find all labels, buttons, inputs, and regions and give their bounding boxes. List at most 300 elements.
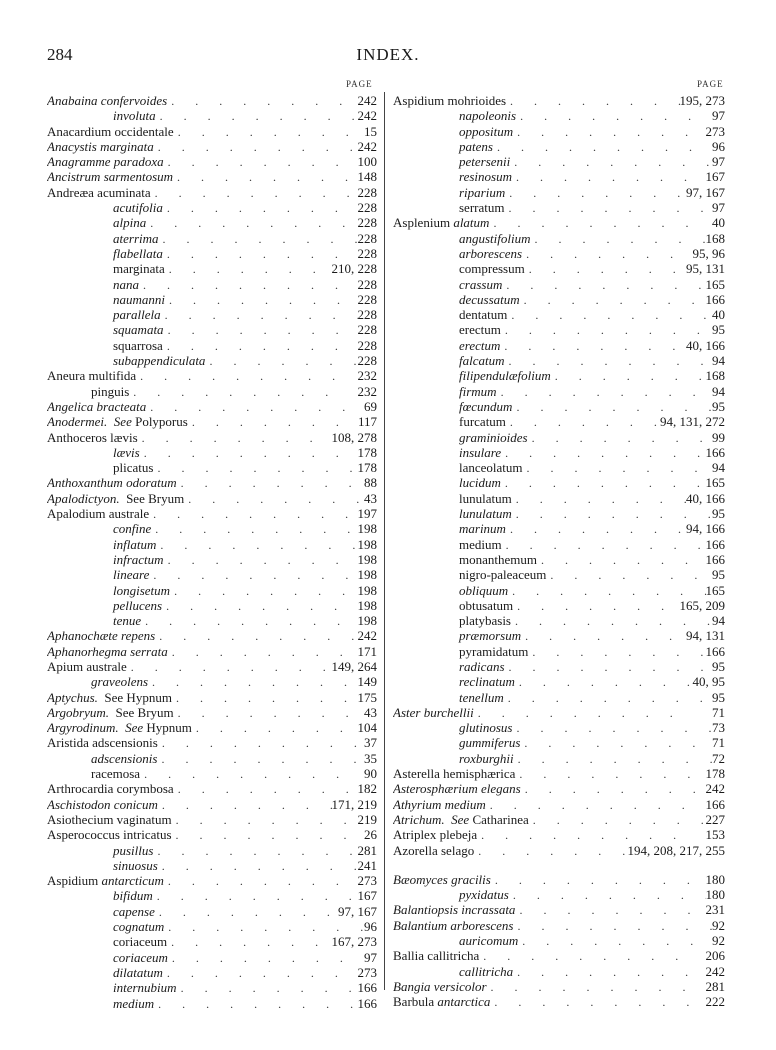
dot-leader — [127, 660, 332, 674]
dot-leader — [512, 507, 712, 521]
dot-leader — [474, 844, 627, 858]
index-entry — [393, 902, 725, 917]
entry-name-part: Balantium arborescens — [393, 917, 514, 933]
entry-name-part: cognatum — [113, 919, 165, 935]
dot-leader — [511, 614, 712, 628]
entry-name-part: Balantiopsis incrassata — [393, 902, 516, 918]
dot-leader — [515, 767, 705, 781]
entry-pages: 228 — [357, 184, 377, 200]
entry-pages: 198 — [357, 536, 377, 552]
entry-name — [459, 154, 510, 169]
entry-name — [393, 93, 506, 108]
index-entry — [47, 613, 377, 628]
entry-name — [459, 598, 513, 613]
entry-pages: 94, 131 — [686, 628, 725, 644]
entry-name-part: Anodermei. — [47, 414, 108, 430]
entry-pages: 94, 131, 272 — [660, 414, 725, 430]
entry-name — [113, 598, 162, 613]
entry-name-part: lineare — [113, 567, 150, 583]
entry-pages: 94 — [712, 383, 725, 399]
index-entry — [393, 690, 725, 705]
entry-name-part: See — [113, 414, 132, 430]
entry-name — [47, 827, 172, 842]
entry-pages: 241 — [357, 857, 377, 873]
entry-name — [459, 322, 501, 337]
index-entry — [47, 124, 377, 139]
entry-pages: 97 — [712, 200, 725, 216]
entry-pages: 228 — [357, 200, 377, 216]
index-entry — [393, 781, 725, 796]
index-entry — [47, 185, 377, 200]
entry-pages: 97, 167 — [338, 903, 377, 919]
entry-name-part: obliquum — [459, 582, 509, 598]
entry-name — [393, 843, 474, 858]
entry-name-part: Atriplex plebeja — [393, 827, 478, 843]
entry-name — [91, 766, 140, 781]
dot-leader — [529, 813, 706, 827]
index-entry — [393, 797, 725, 812]
entry-pages: 71 — [712, 735, 725, 751]
entry-name — [113, 965, 163, 980]
index-entry — [47, 322, 377, 337]
entry-name-part: pyxidatus — [459, 887, 509, 903]
entry-name — [113, 246, 163, 261]
entry-name-part: glutinosus — [459, 720, 513, 736]
entry-name-part: resinosum — [459, 169, 512, 185]
dot-leader — [163, 247, 358, 261]
dot-leader — [177, 476, 364, 490]
entry-pages: 273 — [357, 873, 377, 889]
entry-name-part: bifidum — [113, 888, 153, 904]
entry-pages: 242 — [705, 781, 725, 797]
entry-name-part: See Bryum — [119, 490, 185, 506]
index-entry — [47, 460, 377, 475]
entry-pages: 167 — [705, 169, 725, 185]
dot-leader — [158, 736, 364, 750]
entry-pages: 37 — [364, 735, 377, 751]
dot-leader — [506, 415, 660, 429]
index-entry — [47, 414, 377, 429]
entry-name — [113, 445, 140, 460]
index-entry — [47, 858, 377, 873]
entry-name-part: angustifolium — [459, 230, 531, 246]
entry-name — [47, 491, 184, 506]
entry-name-part: sinuosus — [113, 857, 158, 873]
dot-leader — [546, 568, 712, 582]
entry-pages: 73 — [712, 720, 725, 736]
entry-name-part: radicans — [459, 658, 505, 674]
dot-leader — [528, 645, 705, 659]
entry-name-part: medium — [113, 995, 155, 1011]
index-entry — [393, 628, 725, 643]
entry-name-part: Anabaina confervoides — [47, 93, 168, 108]
index-entry — [47, 690, 377, 705]
index-entry — [47, 888, 377, 903]
index-entry — [47, 169, 377, 184]
entry-name — [459, 659, 505, 674]
index-entry — [393, 154, 725, 169]
entry-name-part: Arthrocardia corymbosa — [47, 781, 174, 797]
entry-name — [459, 567, 546, 582]
entry-name — [459, 445, 501, 460]
entry-name-part: reclinatum — [459, 674, 515, 690]
entry-pages: 171 — [357, 643, 377, 659]
entry-name — [459, 628, 521, 643]
dot-leader — [513, 965, 705, 979]
index-entry — [393, 200, 725, 215]
dot-leader — [170, 584, 357, 598]
entry-name — [459, 185, 505, 200]
dot-leader — [520, 736, 712, 750]
index-entry — [47, 491, 377, 506]
dot-leader — [490, 995, 705, 1009]
entry-name — [113, 888, 153, 903]
entry-pages: 95 — [712, 658, 725, 674]
entry-pages: 97, 167 — [686, 184, 725, 200]
entry-name-part: tenellum — [459, 689, 504, 705]
index-entry — [393, 277, 725, 292]
entry-name-part: dentatum — [459, 307, 508, 323]
dot-leader — [139, 278, 358, 292]
entry-name-part: Aschistodon conicum — [47, 796, 158, 812]
index-entry — [47, 108, 377, 123]
entry-name-part: Hypnum — [143, 720, 192, 736]
index-entry — [47, 368, 377, 383]
index-entry — [47, 980, 377, 995]
entry-name-part: Aspidium — [47, 873, 102, 889]
index-entry — [47, 598, 377, 613]
index-entry — [393, 948, 725, 963]
dot-leader — [512, 400, 712, 414]
index-entry — [393, 812, 725, 827]
entry-name — [459, 139, 493, 154]
index-entry — [47, 674, 377, 689]
dot-leader — [167, 935, 331, 949]
entry-name-part: Aphanochæte repens — [47, 628, 156, 644]
entry-pages: 97 — [712, 154, 725, 170]
entry-name — [459, 246, 522, 261]
entry-name — [459, 933, 518, 948]
entry-name — [459, 200, 504, 215]
dot-leader — [174, 782, 358, 796]
dot-leader — [502, 278, 705, 292]
dot-leader — [514, 752, 712, 766]
entry-pages: 94, 166 — [686, 521, 725, 537]
index-entry — [393, 872, 725, 887]
entry-name-part: Apium australe — [47, 658, 127, 674]
entry-name — [113, 919, 164, 934]
entry-name-part: coriaceum — [113, 934, 168, 950]
entry-name-part: compressum — [459, 261, 525, 277]
entry-name — [47, 659, 127, 674]
entry-pages: 165 — [705, 475, 725, 491]
entry-pages: 198 — [357, 521, 377, 537]
dot-leader — [486, 798, 706, 812]
entry-name — [113, 307, 161, 322]
entry-name — [47, 720, 192, 735]
index-entry — [47, 950, 377, 965]
entry-pages: 99 — [712, 429, 725, 445]
entry-name — [113, 567, 149, 582]
dot-leader — [140, 767, 364, 781]
entry-name — [113, 261, 165, 276]
entry-pages: 72 — [712, 750, 725, 766]
dot-leader — [521, 782, 706, 796]
entry-pages: 198 — [357, 582, 377, 598]
index-entry — [47, 292, 377, 307]
entry-name — [459, 261, 525, 276]
entry-name-part: crassum — [459, 276, 503, 292]
index-entry — [47, 812, 377, 827]
dot-leader — [140, 446, 358, 460]
entry-pages: 15 — [364, 123, 377, 139]
entry-name-part: furcatum — [459, 414, 506, 430]
entry-name — [113, 583, 170, 598]
entry-pages: 97 — [364, 949, 377, 965]
dot-leader — [505, 660, 713, 674]
entry-name-part: aterrima — [113, 230, 159, 246]
entry-pages: 95 — [712, 322, 725, 338]
entry-name — [459, 720, 512, 735]
index-entry — [47, 475, 377, 490]
index-entry — [393, 108, 725, 123]
index-entry — [47, 537, 377, 552]
entry-name-part: squamata — [113, 322, 164, 338]
entry-pages: 180 — [705, 871, 725, 887]
entry-name — [113, 521, 151, 536]
index-entry — [393, 674, 725, 689]
index-entry — [47, 934, 377, 949]
entry-name-part: Asiothecium vaginatum — [47, 811, 172, 827]
entry-name-part: præmorsum — [459, 628, 522, 644]
index-entry — [47, 583, 377, 598]
entry-pages: 92 — [712, 933, 725, 949]
entry-pages: 166 — [705, 444, 725, 460]
dot-leader — [172, 828, 364, 842]
entry-pages: 219 — [357, 811, 377, 827]
index-entry — [393, 368, 725, 383]
entry-pages: 171, 219 — [331, 796, 377, 812]
dot-leader — [501, 476, 706, 490]
dot-leader — [501, 446, 705, 460]
entry-pages: 148 — [357, 169, 377, 185]
entry-name — [47, 797, 158, 812]
entry-name-part: lunulatum — [459, 506, 512, 522]
entry-name-part: Asperococcus intricatus — [47, 827, 172, 843]
entry-name — [393, 812, 529, 827]
dot-leader — [154, 997, 357, 1011]
entry-name-part: antarcticum — [101, 873, 164, 889]
dot-leader — [177, 981, 358, 995]
entry-name-part: Aneura multifida — [47, 368, 137, 384]
index-entry — [393, 583, 725, 598]
index-entry — [47, 399, 377, 414]
entry-name-part: Andreæa acuminata — [47, 184, 151, 200]
index-entry — [393, 933, 725, 948]
entry-name — [47, 185, 151, 200]
dot-leader — [504, 691, 712, 705]
index-entry — [47, 919, 377, 934]
dot-leader — [165, 262, 332, 276]
index-entry — [47, 246, 377, 261]
entry-name-part: coriaceum — [113, 949, 168, 965]
entry-name — [113, 537, 156, 552]
entry-pages: 178 — [705, 766, 725, 782]
entry-pages: 96 — [712, 138, 725, 154]
dot-leader — [184, 492, 364, 506]
entry-pages: 166 — [357, 995, 377, 1011]
entry-name-part: alatum — [453, 215, 490, 231]
index-entry — [393, 292, 725, 307]
index-entry — [47, 996, 377, 1011]
index-entry — [393, 705, 725, 720]
entry-name-part: Aristida adscensionis — [47, 735, 158, 751]
index-entry — [393, 384, 725, 399]
entry-name — [47, 93, 167, 108]
index-entry — [47, 353, 377, 368]
dot-leader — [513, 125, 705, 139]
entry-name-part: Aptychus. — [47, 689, 98, 705]
entry-pages: 232 — [357, 368, 377, 384]
dot-leader — [487, 980, 706, 994]
dot-leader — [551, 369, 706, 383]
entry-name-part: capense — [113, 903, 155, 919]
entry-name — [459, 277, 502, 292]
index-entry — [47, 521, 377, 536]
dot-leader — [512, 492, 686, 506]
entry-pages: 194, 208, 217, 255 — [627, 842, 725, 858]
dot-leader — [149, 507, 357, 521]
entry-name — [393, 902, 515, 917]
index-entry — [47, 277, 377, 292]
entry-name — [459, 124, 513, 139]
dot-leader — [173, 170, 357, 184]
entry-name — [113, 950, 168, 965]
entry-name — [91, 674, 148, 689]
entry-pages: 69 — [364, 398, 377, 414]
index-column-left — [47, 93, 377, 1011]
entry-name-part: infractum — [113, 551, 164, 567]
index-entry — [47, 781, 377, 796]
dot-leader — [501, 323, 712, 337]
entry-name — [113, 338, 163, 353]
index-entry — [393, 460, 725, 475]
dot-leader — [155, 905, 338, 919]
entry-name — [459, 964, 513, 979]
entry-name-part: Ballia callitricha — [393, 948, 480, 964]
entry-pages: 228 — [357, 215, 377, 231]
index-entry — [393, 887, 725, 902]
entry-name — [459, 613, 511, 628]
dot-leader — [521, 629, 686, 643]
index-entry — [393, 169, 725, 184]
entry-pages: 175 — [357, 689, 377, 705]
entry-name-part: Asterella hemisphærica — [393, 766, 516, 782]
index-entry — [393, 307, 725, 322]
entry-name — [113, 552, 164, 567]
entry-name-part: Apalodium australe — [47, 506, 150, 522]
entry-pages: 210, 228 — [331, 261, 377, 277]
entry-pages: 228 — [357, 276, 377, 292]
entry-name — [113, 980, 177, 995]
entry-pages: 96 — [364, 919, 377, 935]
entry-name-part: Apalodictyon. — [47, 490, 120, 506]
index-entry — [393, 964, 725, 979]
entry-name — [459, 307, 507, 322]
entry-name-part: auricomum — [459, 933, 519, 949]
entry-name-part: See — [451, 811, 470, 827]
index-entry — [393, 445, 725, 460]
entry-pages: 228 — [357, 245, 377, 261]
index-entry — [47, 628, 377, 643]
dot-leader — [158, 798, 332, 812]
dot-leader — [174, 125, 364, 139]
entry-name — [113, 200, 163, 215]
entry-pages: 242 — [357, 628, 377, 644]
entry-pages: 228 — [357, 307, 377, 323]
index-entry — [47, 154, 377, 169]
entry-name-part: adscensionis — [91, 750, 158, 766]
entry-name-part: napoleonis — [459, 108, 517, 124]
entry-name — [459, 521, 506, 536]
dot-leader — [162, 599, 357, 613]
entry-name — [459, 368, 551, 383]
entry-name — [47, 506, 149, 521]
dot-leader — [138, 431, 332, 445]
entry-name-part: Asplenium — [393, 215, 454, 231]
entry-name — [47, 735, 158, 750]
index-entry — [393, 491, 725, 506]
entry-name-part: firmum — [459, 383, 497, 399]
index-entry — [393, 215, 725, 230]
entry-name — [459, 552, 537, 567]
dot-leader — [164, 920, 364, 934]
entry-pages: 43 — [364, 704, 377, 720]
entry-name — [91, 384, 129, 399]
entry-pages: 94 — [712, 353, 725, 369]
index-entry — [47, 965, 377, 980]
index-entry — [393, 720, 725, 735]
dot-leader — [528, 431, 712, 445]
dot-leader — [164, 155, 358, 169]
index-entry — [47, 384, 377, 399]
entry-name-part: fœcundum — [459, 398, 513, 414]
dot-leader — [506, 522, 686, 536]
entry-pages: 273 — [705, 123, 725, 139]
entry-name-part: graveolens — [91, 674, 149, 690]
dot-leader — [157, 752, 364, 766]
entry-name — [47, 139, 154, 154]
index-entry — [393, 659, 725, 674]
dot-leader — [155, 629, 357, 643]
dot-leader — [156, 109, 358, 123]
index-entry — [47, 705, 377, 720]
dot-leader — [505, 186, 686, 200]
entry-pages: 165 — [705, 582, 725, 598]
entry-name — [47, 475, 177, 490]
dot-leader — [163, 339, 358, 353]
entry-name — [393, 215, 489, 230]
entry-pages: 198 — [357, 597, 377, 613]
entry-name-part: longisetum — [113, 582, 171, 598]
entry-name-part: flabellata — [113, 245, 163, 261]
entry-name-part: arborescens — [459, 245, 523, 261]
entry-pages: 168 — [705, 230, 725, 246]
index-entry — [393, 338, 725, 353]
dot-leader — [497, 385, 712, 399]
index-entry — [393, 827, 725, 842]
entry-pages: 40 — [712, 307, 725, 323]
